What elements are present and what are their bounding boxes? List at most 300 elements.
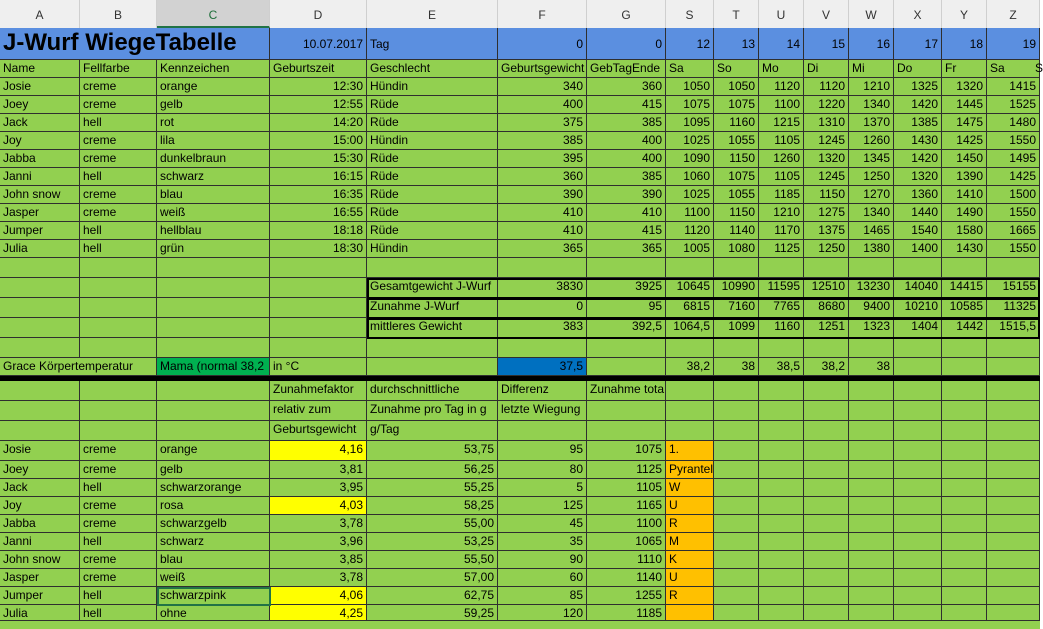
summary-value[interactable]: 1515,5: [987, 318, 1040, 338]
empty-cell[interactable]: [849, 605, 894, 621]
puppy-cell[interactable]: 18:18: [270, 222, 367, 240]
temperature-value[interactable]: 38,2: [666, 358, 714, 376]
empty-cell[interactable]: [942, 497, 987, 515]
empty-cell[interactable]: [80, 318, 157, 338]
stats-avg[interactable]: 62,75: [367, 587, 498, 605]
stats-factor[interactable]: 3,78: [270, 515, 367, 533]
empty-cell[interactable]: [942, 551, 987, 569]
empty-cell[interactable]: [157, 338, 270, 358]
header-day-number[interactable]: 19: [987, 28, 1040, 60]
puppy-cell[interactable]: creme: [80, 96, 157, 114]
summary-value[interactable]: 11325: [987, 298, 1040, 318]
empty-cell[interactable]: [894, 605, 942, 621]
empty-cell[interactable]: [666, 401, 714, 421]
puppy-cell[interactable]: hell: [80, 240, 157, 258]
stats-cell[interactable]: schwarz: [157, 533, 270, 551]
temperature-value[interactable]: 38,2: [804, 358, 849, 376]
puppy-cell[interactable]: 1125: [759, 240, 804, 258]
empty-cell[interactable]: [894, 401, 942, 421]
column-header-u[interactable]: U: [759, 0, 804, 28]
puppy-cell[interactable]: 12:30: [270, 78, 367, 96]
column-header-d[interactable]: D: [270, 0, 367, 28]
puppy-cell[interactable]: 1430: [942, 240, 987, 258]
empty-cell[interactable]: [804, 421, 849, 441]
puppy-cell[interactable]: 1425: [942, 132, 987, 150]
empty-cell[interactable]: [849, 533, 894, 551]
stats-total[interactable]: 1185: [587, 605, 666, 621]
empty-cell[interactable]: [759, 533, 804, 551]
puppy-cell[interactable]: 1270: [849, 186, 894, 204]
empty-cell[interactable]: [367, 258, 498, 278]
column-label[interactable]: So: [714, 60, 759, 78]
stats-diff[interactable]: 85: [498, 587, 587, 605]
puppy-cell[interactable]: 1550: [987, 204, 1040, 222]
puppy-cell[interactable]: 385: [587, 168, 666, 186]
puppy-cell[interactable]: Rüde: [367, 186, 498, 204]
puppy-cell[interactable]: 375: [498, 114, 587, 132]
empty-cell[interactable]: [759, 381, 804, 401]
stats-avg[interactable]: 59,25: [367, 605, 498, 621]
empty-cell[interactable]: [666, 258, 714, 278]
stats-total[interactable]: 1065: [587, 533, 666, 551]
puppy-cell[interactable]: 1080: [714, 240, 759, 258]
empty-cell[interactable]: [714, 421, 759, 441]
summary-value[interactable]: 1160: [759, 318, 804, 338]
column-label[interactable]: Geburtsgewicht: [498, 60, 587, 78]
puppy-cell[interactable]: Rüde: [367, 168, 498, 186]
summary-value[interactable]: 1251: [804, 318, 849, 338]
puppy-cell[interactable]: 1320: [942, 78, 987, 96]
summary-value[interactable]: 13230: [849, 278, 894, 298]
puppy-cell[interactable]: hell: [80, 222, 157, 240]
puppy-name[interactable]: Josie: [0, 78, 80, 96]
empty-cell[interactable]: [587, 358, 666, 376]
stats-header-e[interactable]: durchschnittliche: [367, 381, 498, 401]
empty-cell[interactable]: [498, 338, 587, 358]
empty-cell[interactable]: [714, 479, 759, 497]
stats-avg[interactable]: 56,25: [367, 461, 498, 479]
stats-header-e[interactable]: Zunahme pro Tag in g: [367, 401, 498, 421]
puppy-cell[interactable]: creme: [80, 186, 157, 204]
empty-cell[interactable]: [987, 497, 1040, 515]
empty-cell[interactable]: [759, 551, 804, 569]
empty-cell[interactable]: [894, 515, 942, 533]
puppy-cell[interactable]: 18:30: [270, 240, 367, 258]
puppy-cell[interactable]: orange: [157, 78, 270, 96]
empty-cell[interactable]: [714, 587, 759, 605]
stats-total[interactable]: 1075: [587, 441, 666, 461]
puppy-cell[interactable]: 1450: [942, 150, 987, 168]
stats-name[interactable]: Janni: [0, 533, 80, 551]
stats-total[interactable]: 1125: [587, 461, 666, 479]
puppy-cell[interactable]: 1540: [894, 222, 942, 240]
stats-cell[interactable]: rosa: [157, 497, 270, 515]
empty-cell[interactable]: [666, 381, 714, 401]
stats-diff[interactable]: 95: [498, 441, 587, 461]
stats-name[interactable]: Joy: [0, 497, 80, 515]
empty-cell[interactable]: [157, 318, 270, 338]
temperature-unit[interactable]: in °C: [270, 358, 367, 376]
column-header-t[interactable]: T: [714, 0, 759, 28]
puppy-cell[interactable]: 1490: [942, 204, 987, 222]
puppy-cell[interactable]: 360: [587, 78, 666, 96]
empty-cell[interactable]: [987, 381, 1040, 401]
stats-cell[interactable]: weiß: [157, 569, 270, 587]
puppy-cell[interactable]: 1275: [804, 204, 849, 222]
puppy-cell[interactable]: 410: [587, 204, 666, 222]
puppy-cell[interactable]: 1120: [666, 222, 714, 240]
stats-header-d[interactable]: Geburtsgewicht: [270, 421, 367, 441]
puppy-cell[interactable]: 1340: [849, 204, 894, 222]
summary-value[interactable]: 10990: [714, 278, 759, 298]
summary-value[interactable]: 95: [587, 298, 666, 318]
puppy-cell[interactable]: 365: [587, 240, 666, 258]
puppy-name[interactable]: Jabba: [0, 150, 80, 168]
empty-cell[interactable]: [849, 479, 894, 497]
empty-cell[interactable]: [270, 298, 367, 318]
empty-cell[interactable]: [804, 461, 849, 479]
empty-cell[interactable]: [804, 551, 849, 569]
column-label[interactable]: Mo: [759, 60, 804, 78]
deworming-note[interactable]: R: [666, 587, 714, 605]
header-day-f[interactable]: 0: [498, 28, 587, 60]
empty-cell[interactable]: [942, 479, 987, 497]
puppy-cell[interactable]: 16:55: [270, 204, 367, 222]
column-header-s[interactable]: S: [666, 0, 714, 28]
empty-cell[interactable]: [987, 533, 1040, 551]
empty-cell[interactable]: [80, 278, 157, 298]
puppy-cell[interactable]: 410: [498, 204, 587, 222]
puppy-cell[interactable]: 1415: [987, 78, 1040, 96]
puppy-cell[interactable]: 1105: [759, 132, 804, 150]
empty-cell[interactable]: [849, 338, 894, 358]
puppy-cell[interactable]: schwarz: [157, 168, 270, 186]
puppy-cell[interactable]: weiß: [157, 204, 270, 222]
empty-cell[interactable]: [942, 421, 987, 441]
stats-cell[interactable]: hell: [80, 605, 157, 621]
empty-cell[interactable]: [714, 533, 759, 551]
summary-value[interactable]: 1064,5: [666, 318, 714, 338]
summary-value[interactable]: 9400: [849, 298, 894, 318]
summary-value[interactable]: 392,5: [587, 318, 666, 338]
puppy-cell[interactable]: creme: [80, 150, 157, 168]
puppy-cell[interactable]: Rüde: [367, 222, 498, 240]
empty-cell[interactable]: [804, 587, 849, 605]
summary-value[interactable]: 10585: [942, 298, 987, 318]
summary-label[interactable]: Zunahme J-Wurf: [367, 298, 498, 318]
stats-header-f[interactable]: Differenz: [498, 381, 587, 401]
puppy-cell[interactable]: 1385: [894, 114, 942, 132]
empty-cell[interactable]: [80, 421, 157, 441]
puppy-cell[interactable]: 1055: [714, 186, 759, 204]
empty-cell[interactable]: [714, 551, 759, 569]
temperature-value[interactable]: 38,5: [759, 358, 804, 376]
column-label[interactable]: Fr: [942, 60, 987, 78]
stats-factor[interactable]: 3,85: [270, 551, 367, 569]
summary-value[interactable]: 3925: [587, 278, 666, 298]
deworming-note[interactable]: Pyrantel: [666, 461, 714, 479]
deworming-note[interactable]: [666, 605, 714, 621]
stats-total[interactable]: 1255: [587, 587, 666, 605]
stats-name[interactable]: Joey: [0, 461, 80, 479]
puppy-cell[interactable]: 1185: [759, 186, 804, 204]
deworming-note[interactable]: K: [666, 551, 714, 569]
stats-cell[interactable]: creme: [80, 515, 157, 533]
puppy-cell[interactable]: 1025: [666, 186, 714, 204]
puppy-name[interactable]: Jumper: [0, 222, 80, 240]
empty-cell[interactable]: [714, 381, 759, 401]
empty-cell[interactable]: [157, 401, 270, 421]
empty-cell[interactable]: [666, 338, 714, 358]
summary-value[interactable]: 10645: [666, 278, 714, 298]
empty-cell[interactable]: [157, 381, 270, 401]
summary-value[interactable]: 1404: [894, 318, 942, 338]
puppy-cell[interactable]: 400: [498, 96, 587, 114]
stats-diff[interactable]: 90: [498, 551, 587, 569]
empty-cell[interactable]: [987, 551, 1040, 569]
stats-factor[interactable]: 3,95: [270, 479, 367, 497]
stats-diff[interactable]: 80: [498, 461, 587, 479]
puppy-cell[interactable]: 15:00: [270, 132, 367, 150]
empty-cell[interactable]: [714, 258, 759, 278]
empty-cell[interactable]: [498, 258, 587, 278]
puppy-cell[interactable]: 1465: [849, 222, 894, 240]
summary-value[interactable]: 12510: [804, 278, 849, 298]
empty-cell[interactable]: [894, 381, 942, 401]
empty-cell[interactable]: [942, 461, 987, 479]
empty-cell[interactable]: [157, 298, 270, 318]
summary-label[interactable]: Gesamtgewicht J-Wurf: [367, 278, 498, 298]
puppy-cell[interactable]: 365: [498, 240, 587, 258]
puppy-cell[interactable]: 1100: [666, 204, 714, 222]
column-label[interactable]: Fellfarbe: [80, 60, 157, 78]
puppy-cell[interactable]: 1150: [804, 186, 849, 204]
puppy-cell[interactable]: 1075: [666, 96, 714, 114]
puppy-cell[interactable]: 1495: [987, 150, 1040, 168]
puppy-cell[interactable]: Rüde: [367, 96, 498, 114]
column-header-y[interactable]: Y: [942, 0, 987, 28]
puppy-cell[interactable]: 1215: [759, 114, 804, 132]
puppy-cell[interactable]: 1580: [942, 222, 987, 240]
puppy-cell[interactable]: 1105: [759, 168, 804, 186]
column-label[interactable]: GebTagEnde: [587, 60, 666, 78]
stats-avg[interactable]: 55,50: [367, 551, 498, 569]
empty-cell[interactable]: [894, 421, 942, 441]
header-day-number[interactable]: 14: [759, 28, 804, 60]
empty-cell[interactable]: [849, 421, 894, 441]
summary-value[interactable]: 383: [498, 318, 587, 338]
deworming-note[interactable]: 1.: [666, 441, 714, 461]
empty-cell[interactable]: [987, 461, 1040, 479]
puppy-cell[interactable]: Rüde: [367, 150, 498, 168]
column-header-a[interactable]: A: [0, 0, 80, 28]
stats-avg[interactable]: 57,00: [367, 569, 498, 587]
puppy-name[interactable]: Janni: [0, 168, 80, 186]
summary-value[interactable]: 1442: [942, 318, 987, 338]
puppy-cell[interactable]: blau: [157, 186, 270, 204]
temperature-first-value[interactable]: 37,5: [498, 358, 587, 376]
summary-label[interactable]: mittleres Gewicht: [367, 318, 498, 338]
puppy-cell[interactable]: 15:30: [270, 150, 367, 168]
puppy-cell[interactable]: creme: [80, 132, 157, 150]
puppy-cell[interactable]: 1480: [987, 114, 1040, 132]
puppy-cell[interactable]: 1120: [804, 78, 849, 96]
header-day-number[interactable]: 17: [894, 28, 942, 60]
puppy-name[interactable]: Jack: [0, 114, 80, 132]
stats-diff[interactable]: 120: [498, 605, 587, 621]
empty-cell[interactable]: [894, 497, 942, 515]
column-label[interactable]: Kennzeichen: [157, 60, 270, 78]
empty-cell[interactable]: [894, 441, 942, 461]
stats-cell[interactable]: creme: [80, 497, 157, 515]
deworming-note[interactable]: W: [666, 479, 714, 497]
column-header-v[interactable]: V: [804, 0, 849, 28]
empty-cell[interactable]: [987, 258, 1040, 278]
stats-factor[interactable]: 4,06: [270, 587, 367, 605]
empty-cell[interactable]: [0, 318, 80, 338]
empty-cell[interactable]: [157, 278, 270, 298]
stats-diff[interactable]: 125: [498, 497, 587, 515]
empty-cell[interactable]: [0, 338, 80, 358]
puppy-cell[interactable]: 1095: [666, 114, 714, 132]
empty-cell[interactable]: [849, 587, 894, 605]
puppy-cell[interactable]: 360: [498, 168, 587, 186]
empty-cell[interactable]: [894, 258, 942, 278]
puppy-cell[interactable]: 1475: [942, 114, 987, 132]
empty-cell[interactable]: [849, 551, 894, 569]
empty-cell[interactable]: [80, 298, 157, 318]
stats-factor[interactable]: 4,16: [270, 441, 367, 461]
empty-cell[interactable]: [987, 338, 1040, 358]
empty-cell[interactable]: [987, 358, 1040, 376]
puppy-cell[interactable]: 1425: [987, 168, 1040, 186]
puppy-cell[interactable]: 1665: [987, 222, 1040, 240]
puppy-cell[interactable]: 1525: [987, 96, 1040, 114]
puppy-name[interactable]: John snow: [0, 186, 80, 204]
empty-cell[interactable]: [987, 479, 1040, 497]
column-header-f[interactable]: F: [498, 0, 587, 28]
stats-name[interactable]: Jabba: [0, 515, 80, 533]
empty-cell[interactable]: [804, 515, 849, 533]
empty-cell[interactable]: [849, 258, 894, 278]
puppy-cell[interactable]: 1550: [987, 240, 1040, 258]
empty-cell[interactable]: [80, 338, 157, 358]
empty-cell[interactable]: [849, 497, 894, 515]
stats-header-d[interactable]: relativ zum: [270, 401, 367, 421]
stats-factor[interactable]: 4,25: [270, 605, 367, 621]
puppy-cell[interactable]: Rüde: [367, 114, 498, 132]
empty-cell[interactable]: [849, 401, 894, 421]
puppy-cell[interactable]: 1210: [849, 78, 894, 96]
puppy-cell[interactable]: 1320: [804, 150, 849, 168]
puppy-cell[interactable]: 1370: [849, 114, 894, 132]
stats-factor[interactable]: 3,81: [270, 461, 367, 479]
empty-cell[interactable]: [714, 605, 759, 621]
puppy-cell[interactable]: rot: [157, 114, 270, 132]
empty-cell[interactable]: [849, 441, 894, 461]
puppy-cell[interactable]: 415: [587, 96, 666, 114]
header-day-g[interactable]: 0: [587, 28, 666, 60]
puppy-cell[interactable]: 1150: [714, 150, 759, 168]
summary-value[interactable]: 6815: [666, 298, 714, 318]
stats-avg[interactable]: 58,25: [367, 497, 498, 515]
empty-cell[interactable]: [367, 358, 498, 376]
puppy-cell[interactable]: 14:20: [270, 114, 367, 132]
stats-factor[interactable]: 3,96: [270, 533, 367, 551]
puppy-cell[interactable]: hell: [80, 168, 157, 186]
header-tag-label[interactable]: Tag: [367, 28, 498, 60]
stats-cell[interactable]: hell: [80, 479, 157, 497]
puppy-cell[interactable]: 1250: [849, 168, 894, 186]
column-header-c[interactable]: C: [157, 0, 270, 28]
empty-cell[interactable]: [759, 401, 804, 421]
empty-cell[interactable]: [0, 421, 80, 441]
empty-cell[interactable]: [987, 401, 1040, 421]
column-label[interactable]: Di: [804, 60, 849, 78]
puppy-name[interactable]: Joy: [0, 132, 80, 150]
empty-cell[interactable]: [987, 441, 1040, 461]
stats-header-e[interactable]: g/Tag: [367, 421, 498, 441]
empty-cell[interactable]: [894, 551, 942, 569]
empty-cell[interactable]: [759, 497, 804, 515]
puppy-cell[interactable]: 1210: [759, 204, 804, 222]
empty-cell[interactable]: [942, 258, 987, 278]
puppy-cell[interactable]: 1140: [714, 222, 759, 240]
stats-diff[interactable]: 60: [498, 569, 587, 587]
stats-total[interactable]: 1165: [587, 497, 666, 515]
puppy-cell[interactable]: dunkelbraun: [157, 150, 270, 168]
empty-cell[interactable]: [759, 421, 804, 441]
summary-value[interactable]: 10210: [894, 298, 942, 318]
stats-total[interactable]: 1105: [587, 479, 666, 497]
empty-cell[interactable]: [804, 569, 849, 587]
empty-cell[interactable]: [942, 605, 987, 621]
puppy-cell[interactable]: hellblau: [157, 222, 270, 240]
puppy-cell[interactable]: 1150: [714, 204, 759, 222]
puppy-cell[interactable]: creme: [80, 78, 157, 96]
empty-cell[interactable]: [157, 421, 270, 441]
column-label[interactable]: Do: [894, 60, 942, 78]
empty-cell[interactable]: [0, 401, 80, 421]
empty-cell[interactable]: [894, 358, 942, 376]
summary-value[interactable]: 14415: [942, 278, 987, 298]
empty-cell[interactable]: [759, 605, 804, 621]
empty-cell[interactable]: [80, 258, 157, 278]
empty-cell[interactable]: [987, 587, 1040, 605]
puppy-cell[interactable]: 1445: [942, 96, 987, 114]
empty-cell[interactable]: [0, 278, 80, 298]
deworming-note[interactable]: R: [666, 515, 714, 533]
stats-header-g[interactable]: [587, 421, 666, 441]
empty-cell[interactable]: [804, 258, 849, 278]
summary-value[interactable]: 7765: [759, 298, 804, 318]
empty-cell[interactable]: [942, 533, 987, 551]
puppy-cell[interactable]: Hündin: [367, 132, 498, 150]
empty-cell[interactable]: [894, 338, 942, 358]
puppy-cell[interactable]: 385: [587, 114, 666, 132]
puppy-cell[interactable]: 1160: [714, 114, 759, 132]
temperature-value[interactable]: 38: [849, 358, 894, 376]
puppy-cell[interactable]: 1075: [714, 168, 759, 186]
puppy-name[interactable]: Joey: [0, 96, 80, 114]
empty-cell[interactable]: [804, 533, 849, 551]
empty-cell[interactable]: [759, 515, 804, 533]
empty-cell[interactable]: [759, 441, 804, 461]
empty-cell[interactable]: [894, 587, 942, 605]
puppy-cell[interactable]: 1170: [759, 222, 804, 240]
stats-cell[interactable]: creme: [80, 551, 157, 569]
puppy-cell[interactable]: 395: [498, 150, 587, 168]
